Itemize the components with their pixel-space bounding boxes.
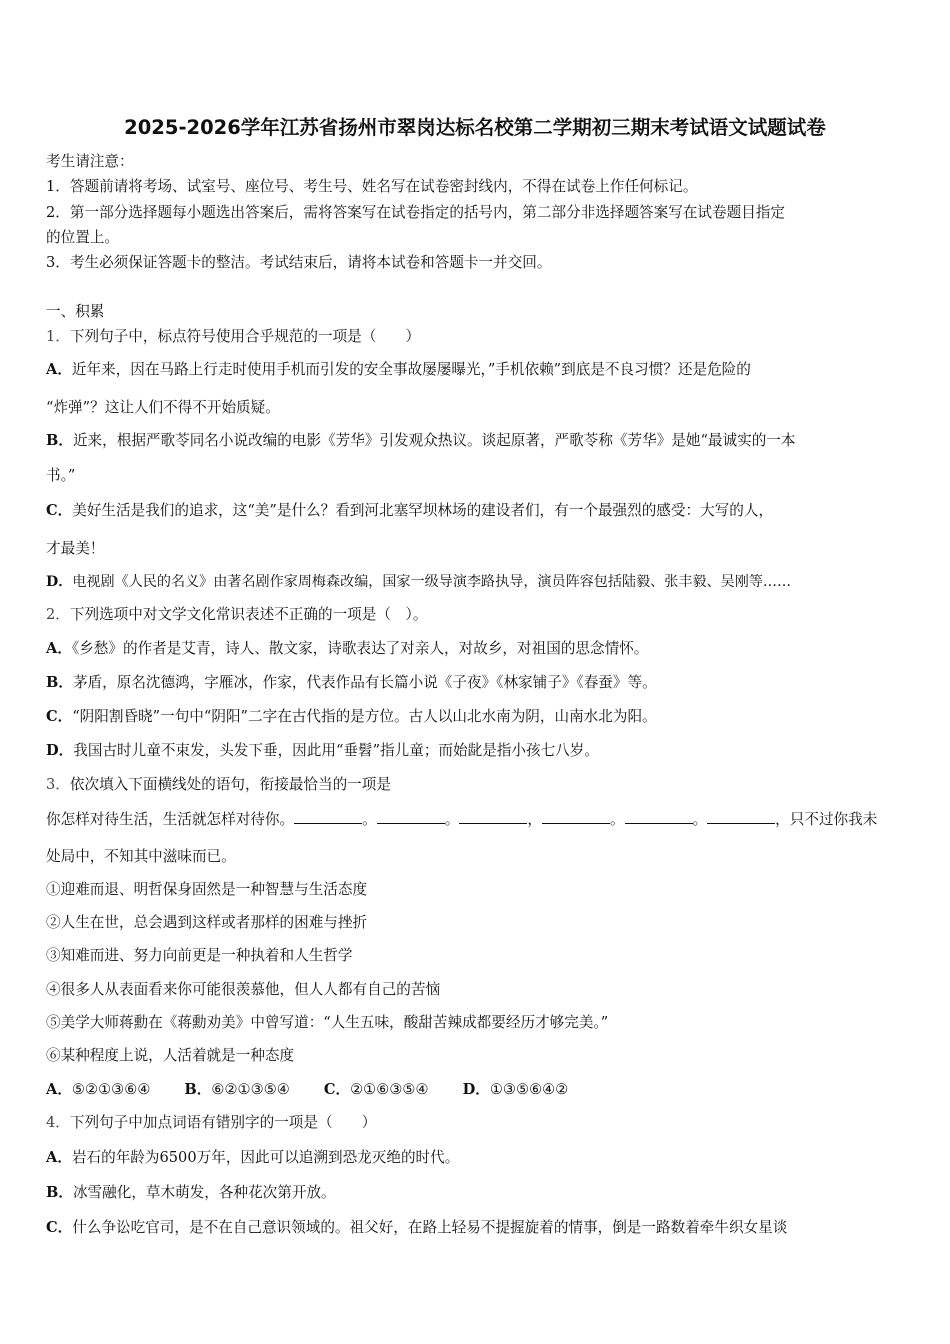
answer-blank[interactable] [377,809,445,824]
q2-option-b [46,673,657,693]
q3-item-1: ①迎难而退、明哲保身固然是一种智慧与生活态度 [46,881,368,898]
question-text: 依次填入下面横线处的语句，衔接最恰当的一项是 [69,776,391,793]
notice-item-1: 1．答题前请将考场、试室号、座位号、考生号、姓名写在试卷密封线内，不得在试卷上作任何标记。 [46,178,698,195]
option-label: D． [46,742,74,759]
q4-option-a [46,1148,459,1168]
q3-option-c[interactable] [324,1080,429,1100]
option-label: A． [46,1149,72,1166]
question-number: 3． [46,776,70,793]
option-text: ⑤②①③⑥④ [71,1081,151,1098]
q1-option-b [46,431,796,451]
option-text: 近来，根据严歌苓同名小说改编的电影《芳华》引发观众热议。谈起原著，严歌苓称《芳华》是她“最诚实的一本 [72,432,796,449]
q3-passage [46,809,877,830]
question-4-stem [46,1113,376,1133]
punct: 。 [692,811,708,828]
option-text: 什么争讼吃官司，是不在自己意识领域的。祖父好，在路上轻易不提握旋着的情事，倒是一路数着牵牛织女星谈 [72,1219,788,1236]
q1-option-a [46,360,751,380]
notice-heading: 考生请注意： [46,153,134,170]
q1-option-a-cont: “炸弹”？这让人们不得不开始质疑。 [46,399,280,416]
question-number: 4． [46,1114,70,1131]
q1-option-c-cont: 才最美！ [46,540,105,557]
option-label: A． [46,1081,72,1098]
option-text: 美好生活是我们的追求，这“美”是什么？看到河北塞罕坝林场的建设者们，有一个最强烈的感受：大写的人， [72,502,774,519]
punct: ， [527,811,542,828]
option-text: 冰雪融化，草木萌发，各种花次第开放。 [72,1184,336,1201]
q2-option-d [46,741,599,761]
option-label: C． [323,1081,351,1098]
answer-blank[interactable] [707,809,775,824]
punct: 。 [362,811,377,828]
option-text: ②①⑥③⑤④ [350,1081,429,1098]
option-label: A． [46,640,72,657]
q1-option-b-cont: 书。” [46,467,76,484]
option-label: B． [46,674,73,691]
option-text: 近年来，因在马路上行走时使用手机而引发的安全事故屡屡曝光，”手机依赖”到底是不良习惯？还是危险的 [71,361,751,378]
question-number: 2． [46,606,70,623]
q3-option-b[interactable] [184,1080,289,1100]
answer-blank[interactable] [459,809,527,824]
q3-option-a[interactable] [46,1080,150,1100]
punct: 。 [444,811,460,828]
notice-item-2-cont: 的位置上。 [46,229,119,246]
passage-text: 你怎样对待生活，生活就怎样对待你。 [46,811,295,828]
notice-item-2: 2．第一部分选择题每小题选出答案后，需将答案写在试卷指定的括号内，第二部分非选择题答案写在试卷题目指定 [46,204,785,221]
option-text: ⑥②①③⑤④ [211,1081,290,1098]
q3-item-3: ③知难而进、努力向前更是一种执着和人生哲学 [46,947,353,964]
q2-option-c [46,707,657,727]
option-label: B． [46,1184,73,1201]
passage-text: ，只不过你我未 [775,811,878,828]
question-2-stem [46,605,427,625]
q4-option-c [46,1218,787,1238]
option-text: “阴阳割昏晓”一句中“阴阳”二字在古代指的是方位。古人以山北水南为阴，山南水北为阳。 [72,708,657,725]
page-title: 2025-2026学年江苏省扬州市翠岗达标名校第二学期初三期末考试语文试题试卷 [124,116,826,139]
q3-item-4: ④很多人从表面看来你可能很羡慕他，但人人都有自己的苦恼 [46,981,441,998]
option-text: 《乡愁》的作者是艾青，诗人、散文家，诗歌表达了对亲人，对故乡，对祖国的思念情怀。 [71,640,649,657]
question-3-stem [46,775,391,795]
question-text: 下列选项中对文学文化常识表述不正确的一项是（ ）。 [69,606,428,623]
question-1-stem [46,327,420,347]
question-text: 下列句子中加点词语有错别字的一项是（ ） [69,1114,377,1131]
q1-option-c [46,501,773,521]
q1-option-d [46,572,791,592]
answer-blank[interactable] [294,809,362,824]
section-heading: 一、积累 [46,303,105,320]
option-label: B． [184,1081,212,1098]
option-label: A． [46,361,72,378]
punct: 。 [609,811,625,828]
option-text: ①③⑤⑥④② [489,1081,569,1098]
q3-item-6: ⑥某种程度上说，人活着就是一种态度 [46,1047,295,1064]
option-label: C． [46,708,73,725]
answer-blank[interactable] [542,809,610,824]
question-text: 下列句子中，标点符号使用合乎规范的一项是（ ） [69,328,421,345]
q3-item-5: ⑤美学大师蒋勳在《蒋勳劝美》中曾写道：“人生五味，酸甜苦辣成都要经历才够完美。” [46,1014,609,1031]
option-label: C． [46,1219,73,1236]
option-label: D． [462,1081,490,1098]
option-text: 岩石的年龄为6500万年，因此可以追溯到恐龙灭绝的时代。 [71,1149,460,1166]
notice-item-3: 3．考生必须保证答题卡的整洁。考试结束后，请将本试卷和答题卡一并交回。 [46,254,552,271]
option-label: D． [46,574,73,590]
q3-item-2: ②人生在世，总会遇到这样或者那样的困难与挫折 [46,914,368,931]
option-label: B． [46,432,73,449]
option-text: 电视剧《人民的名义》由著名剧作家周梅森改编，国家一级导演李路执导，演员阵容包括陆毅、张丰毅、吴刚等…… [72,574,792,590]
option-text: 茅盾，原名沈德鸿，字雁冰，作家，代表作品有长篇小说《子夜》《林家铺子》《春蚕》等。 [72,674,657,691]
q3-passage-cont: 处局中，不知其中滋味而已。 [46,848,236,865]
q3-options [46,1080,602,1100]
option-text: 我国古时儿童不束发，头发下垂，因此用“垂髫”指儿童；而始龀是指小孩七八岁。 [73,742,599,759]
q3-option-d[interactable] [463,1080,569,1100]
question-number: 1． [46,328,70,345]
q4-option-b [46,1183,336,1203]
option-label: C． [46,502,73,519]
q2-option-a [46,639,648,659]
answer-blank[interactable] [625,809,693,824]
